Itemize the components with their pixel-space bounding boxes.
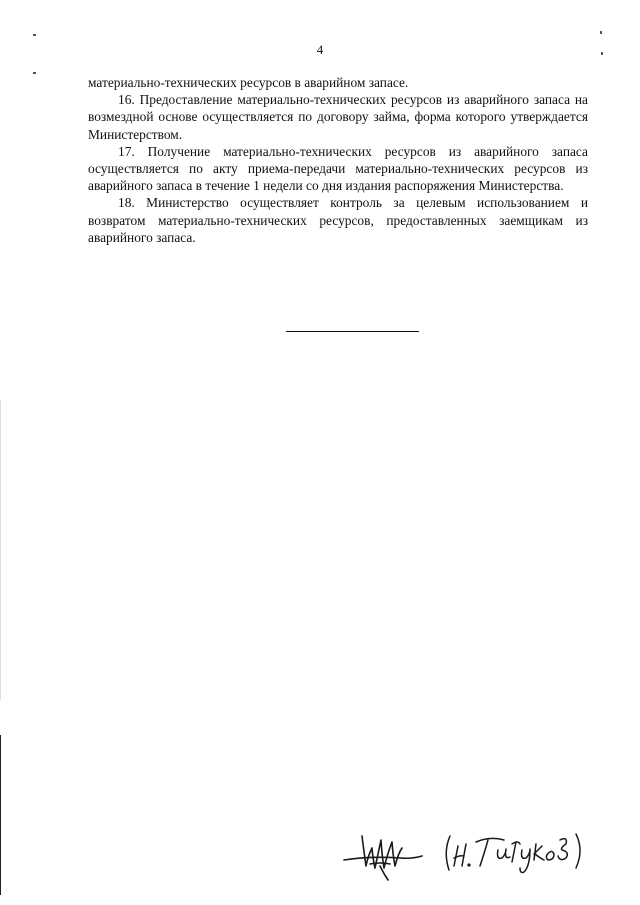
document-body: [88, 74, 588, 246]
scan-mark-left: [33, 72, 36, 74]
page-number: 4: [316, 42, 324, 57]
paragraph-17: 17. Получение материально-технических ресурсов из аварийного запаса осуществляется по акту приема-передачи материально-технических ресурсов из аварийного запаса в течение 1 недели со дня издания распоряжения Министерства.: [88, 143, 588, 194]
handwritten-signature: [340, 822, 430, 884]
handwritten-name: [440, 822, 590, 878]
end-of-text-rule: [286, 331, 419, 332]
paragraph-18: 18. Министерство осуществляет контроль за целевым использованием и возвратом материально-технических ресурсов, предоставленных заемщикам из аварийного запаса.: [88, 195, 588, 245]
scan-margin-line: [0, 735, 1, 895]
scan-mark-top-right: [600, 31, 602, 34]
scan-mark-top-left: [33, 34, 36, 36]
scan-margin-line-faint: [0, 400, 1, 700]
paragraph-16: 16. Предоставление материально-технических ресурсов из аварийного запаса на возмездной основе осуществляется по договору займа, форма которого утверждается Министерством.: [88, 92, 588, 142]
paragraph-continuation: материально-технических ресурсов в аварийном запасе.: [88, 75, 409, 90]
